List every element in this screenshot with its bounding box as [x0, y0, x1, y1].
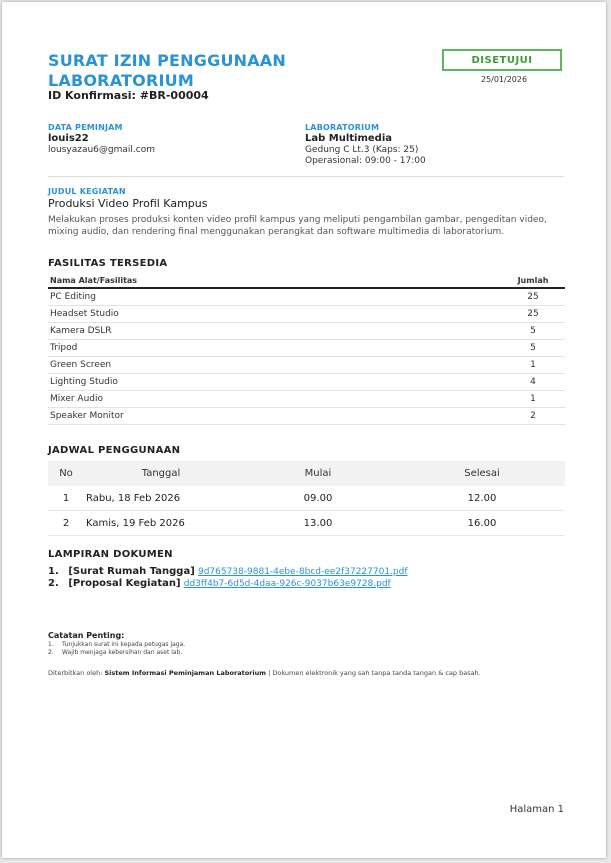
attachment-number: 2.	[48, 578, 59, 589]
schedule-date: Kamis, 19 Feb 2026	[84, 511, 237, 536]
footer-issuer: Sistem Informasi Peminjaman Laboratorium	[104, 669, 267, 677]
list-item	[48, 649, 185, 657]
issuer-footer	[48, 669, 481, 677]
schedule-end: 16.00	[399, 511, 565, 536]
activity-description: Melakukan proses produksi konten video profil kampus yang meliputi pengambilan gambar, pengeditan video, mixing audio, dan rendering final menggunakan perangkat dan software multimedia di laboratorium.	[48, 215, 547, 237]
schedule-no: 2	[48, 511, 84, 536]
column-header-end: Selesai	[399, 461, 565, 486]
borrower-label: DATA PEMINJAM	[48, 123, 123, 132]
table-row	[48, 374, 565, 391]
note-text: Wajib menjaga kebersihan dan aset lab.	[62, 649, 183, 656]
facility-name: Headset Studio	[48, 306, 501, 323]
borrower-name: louis22	[48, 133, 89, 144]
facility-name: PC Editing	[48, 288, 501, 306]
confirmation-id: ID Konfirmasi: #BR-00004	[48, 89, 209, 102]
table-row	[48, 288, 565, 306]
schedule-date: Rabu, 18 Feb 2026	[84, 486, 237, 511]
column-header-name: Nama Alat/Fasilitas	[48, 274, 501, 288]
status-date: 25/01/2026	[480, 75, 528, 84]
note-text: Tunjukkan surat ini kepada petugas jaga.	[62, 641, 186, 648]
attachment-file-link[interactable]: dd3ff4b7-6d5d-4daa-926c-9037b63e9728.pdf	[183, 579, 391, 589]
schedule-no: 1	[48, 486, 84, 511]
schedule-table	[48, 461, 565, 536]
list-item	[48, 641, 185, 649]
notes-list	[48, 641, 185, 657]
attachment-label: [Proposal Kegiatan]	[68, 578, 181, 589]
lab-label: LABORATORIUM	[305, 123, 380, 132]
attachments-heading: LAMPIRAN DOKUMEN	[48, 549, 173, 560]
facility-qty: 25	[501, 306, 565, 323]
facility-qty: 1	[501, 391, 565, 408]
facilities-table	[48, 274, 565, 425]
schedule-end: 12.00	[399, 486, 565, 511]
schedule-start: 13.00	[237, 511, 399, 536]
table-row	[48, 408, 565, 425]
divider	[48, 176, 564, 177]
schedule-heading: JADWAL PENGGUNAAN	[48, 445, 181, 456]
table-row	[48, 357, 565, 374]
facility-name: Green Screen	[48, 357, 501, 374]
list-item	[48, 566, 408, 578]
facility-name: Tripod	[48, 340, 501, 357]
facility-qty: 5	[501, 340, 565, 357]
note-number: 2.	[48, 649, 54, 656]
note-number: 1.	[48, 641, 54, 648]
table-row	[48, 391, 565, 408]
facility-name: Lighting Studio	[48, 374, 501, 391]
facilities-heading: FASILITAS TERSEDIA	[48, 258, 168, 269]
table-row	[48, 323, 565, 340]
page-number: Halaman 1	[509, 804, 564, 815]
facility-name: Mixer Audio	[48, 391, 501, 408]
footer-suffix: | Dokumen elektronik yang sah tanpa tanda tangan & cap basah.	[266, 669, 481, 677]
notes-title: Catatan Penting:	[48, 631, 125, 640]
document-page	[2, 2, 606, 858]
schedule-start: 09.00	[237, 486, 399, 511]
column-header-qty: Jumlah	[501, 274, 565, 288]
table-row	[48, 511, 565, 536]
facility-qty: 2	[501, 408, 565, 425]
borrower-email: lousyazau6@gmail.com	[48, 145, 155, 155]
facility-name: Speaker Monitor	[48, 408, 501, 425]
column-header-no: No	[48, 461, 84, 486]
footer-prefix: Diterbitkan oleh:	[48, 669, 105, 677]
attachment-number: 1.	[48, 566, 59, 577]
facility-qty: 4	[501, 374, 565, 391]
facility-qty: 1	[501, 357, 565, 374]
table-header-row	[48, 274, 565, 288]
lab-hours: Operasional: 09:00 - 17:00	[305, 156, 426, 166]
table-row	[48, 340, 565, 357]
activity-title: Produksi Video Profil Kampus	[48, 197, 208, 210]
document-title: SURAT IZIN PENGGUNAAN LABORATORIUM	[48, 51, 286, 90]
column-header-start: Mulai	[237, 461, 399, 486]
facility-qty: 5	[501, 323, 565, 340]
status-badge: DISETUJUI	[442, 49, 562, 71]
lab-name: Lab Multimedia	[305, 133, 393, 144]
list-item	[48, 578, 408, 590]
attachment-label: [Surat Rumah Tangga]	[68, 566, 195, 577]
attachments-list	[48, 566, 408, 590]
column-header-date: Tanggal	[84, 461, 237, 486]
table-row	[48, 306, 565, 323]
facility-name: Kamera DSLR	[48, 323, 501, 340]
facility-qty: 25	[501, 288, 565, 306]
table-header-row	[48, 461, 565, 486]
activity-label: JUDUL KEGIATAN	[48, 187, 126, 196]
table-row	[48, 486, 565, 511]
lab-location: Gedung C Lt.3 (Kaps: 25)	[305, 145, 419, 155]
attachment-file-link[interactable]: 9d765738-9881-4ebe-8bcd-ee2f37227701.pdf	[197, 567, 408, 577]
